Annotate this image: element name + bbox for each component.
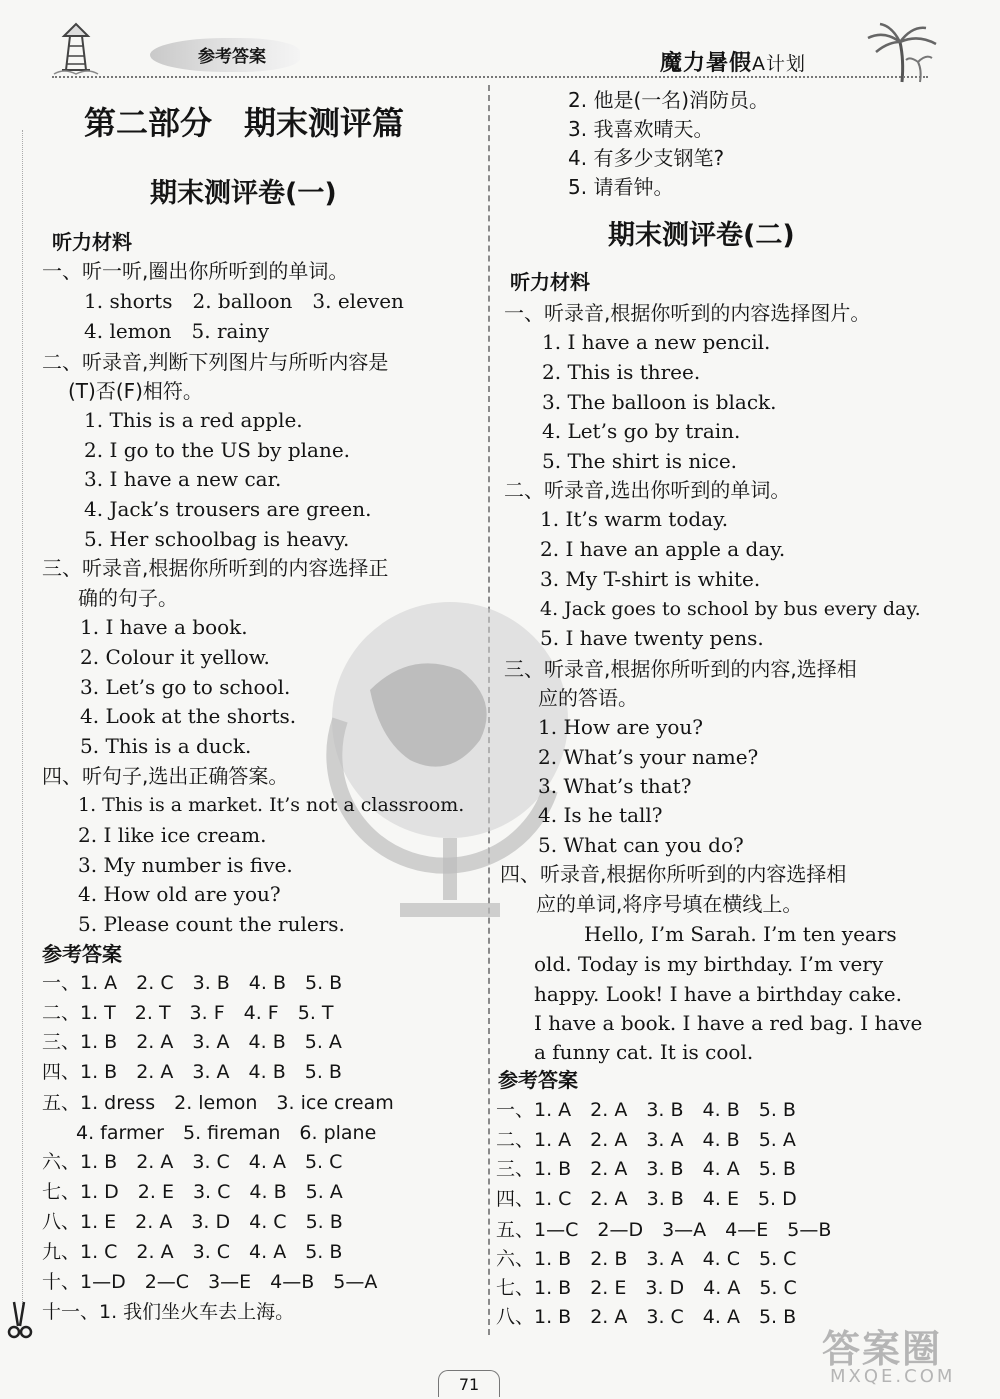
section-title-cont: 应的答语。 — [538, 686, 638, 710]
list-item: 1. This is a red apple. — [84, 408, 303, 432]
continued-item: 5. 请看钟。 — [568, 175, 674, 199]
answer-row: 七、1. D 2. E 3. C 4. B 5. A — [42, 1181, 343, 1203]
page-number: 71 — [438, 1370, 500, 1397]
section-title-cont: 应的单词,将序号填在横线上。 — [536, 892, 803, 916]
passage-line: I have a book. I have a red bag. I have — [534, 1011, 923, 1035]
passage-line: happy. Look! I have a birthday cake. — [534, 982, 902, 1006]
list-item: 5. The shirt is nice. — [542, 449, 738, 473]
list-item: 2. I go to the US by plane. — [84, 438, 351, 462]
list-item: 4. Is he tall? — [538, 803, 663, 827]
list-item: 5. This is a duck. — [80, 734, 252, 758]
answer-row: 二、1. T 2. T 3. F 4. F 5. T — [42, 1002, 334, 1024]
list-item: 4. Look at the shorts. — [80, 704, 297, 728]
passage-line: a funny cat. It is cool. — [534, 1040, 754, 1064]
answer-row: 十一、1. 我们坐火车去上海。 — [42, 1301, 295, 1323]
list-item: 1. I have a book. — [80, 615, 248, 639]
continued-item: 3. 我喜欢晴天。 — [568, 117, 714, 141]
header-answer-label: 参考答案 — [198, 47, 266, 67]
page-header — [0, 0, 1000, 90]
continued-item: 2. 他是(一名)消防员。 — [568, 88, 770, 112]
section-title: 二、听录音,判断下列图片与所听内容是 — [42, 350, 389, 374]
answer-row: 六、1. B 2. B 3. A 4. C 5. C — [496, 1248, 797, 1270]
section-title: 二、听录音,选出你听到的单词。 — [504, 478, 791, 502]
list-item: 1. How are you? — [538, 715, 704, 739]
answer-row: 六、1. B 2. A 3. C 4. A 5. C — [42, 1151, 343, 1173]
list-item: 4. Jack goes to school by bus every day. — [540, 598, 921, 620]
answer-row: 一、1. A 2. C 3. B 4. B 5. B — [42, 972, 343, 994]
list-item: 5. I have twenty pens. — [540, 626, 764, 650]
list-item: 3. My number is five. — [78, 853, 293, 877]
section-title: 四、听句子,选出正确答案。 — [42, 764, 289, 788]
answer-row: 五、1. dress 2. lemon 3. ice cream — [42, 1092, 394, 1114]
answer-row: 十、1—D 2—C 3—E 4—B 5—A — [42, 1271, 378, 1293]
list-item: 2. What’s your name? — [538, 745, 759, 769]
scissors-icon — [4, 1300, 36, 1340]
list-item: 5. Her schoolbag is heavy. — [84, 527, 350, 551]
list-item: 2. I like ice cream. — [78, 823, 267, 847]
list-item: 1. It’s warm today. — [540, 507, 729, 531]
answers-heading-2: 参考答案 — [498, 1068, 578, 1092]
answer-row: 七、1. B 2. E 3. D 4. A 5. C — [496, 1277, 797, 1299]
tower-icon — [52, 18, 100, 76]
passage-line: old. Today is my birthday. I’m very — [534, 952, 884, 976]
list-item: 3. Let’s go to school. — [80, 675, 291, 699]
list-item: 1. This is a market. It’s not a classroom. — [78, 794, 465, 816]
list-item: 4. lemon 5. rainy — [84, 319, 270, 343]
answer-row: 四、1. C 2. A 3. B 4. E 5. D — [496, 1188, 797, 1210]
section-title: 三、听录音,根据你所听到的内容,选择相 — [504, 657, 857, 681]
stamp-logo: 答案圈 — [822, 1327, 943, 1371]
answer-row: 一、1. A 2. A 3. B 4. B 5. B — [496, 1099, 796, 1121]
site-stamp — [818, 1318, 988, 1390]
section-title-cont: (T)否(F)相符。 — [68, 379, 203, 403]
binding-margin-line — [22, 130, 23, 1310]
list-item: 3. My T-shirt is white. — [540, 567, 761, 591]
list-item: 2. I have an apple a day. — [540, 537, 786, 561]
part-title: 第二部分 期末测评篇 — [84, 104, 405, 142]
section-title: 三、听录音,根据你所听到的内容选择正 — [42, 556, 389, 580]
list-item: 4. Jack’s trousers are green. — [84, 497, 372, 521]
passage-line: Hello, I’m Sarah. I’m ten years — [584, 922, 897, 946]
brand-suffix: A计划 — [752, 53, 807, 75]
exam-title-1: 期末测评卷(一) — [150, 178, 337, 209]
answers-heading-1: 参考答案 — [42, 942, 122, 966]
answer-row: 九、1. C 2. A 3. C 4. A 5. B — [42, 1241, 343, 1263]
brand-name: 魔力暑假 — [660, 51, 753, 76]
exam-title-2: 期末测评卷(二) — [608, 220, 795, 251]
list-item: 4. Let’s go by train. — [542, 419, 741, 443]
list-item: 4. How old are you? — [78, 882, 281, 906]
list-item: 1. shorts 2. balloon 3. eleven — [84, 289, 404, 313]
list-item: 3. I have a new car. — [84, 467, 282, 491]
answer-row: 4. farmer 5. fireman 6. plane — [76, 1122, 377, 1144]
list-item: 1. I have a new pencil. — [542, 330, 771, 354]
continued-item: 4. 有多少支钢笔? — [568, 146, 725, 170]
stamp-url: MXQE.COM — [830, 1366, 956, 1387]
list-item: 3. The balloon is black. — [542, 390, 777, 414]
answer-row: 八、1. B 2. A 3. C 4. A 5. B — [496, 1306, 797, 1328]
answer-row: 八、1. E 2. A 3. D 4. C 5. B — [42, 1211, 343, 1233]
list-item: 3. What’s that? — [538, 774, 692, 798]
list-item: 5. What can you do? — [538, 833, 744, 857]
header-divider — [52, 76, 928, 78]
section-title: 一、听一听,圈出你所听到的单词。 — [42, 259, 349, 283]
listening-heading-1: 听力材料 — [52, 230, 132, 254]
section-title: 四、听录音,根据你所听到的内容选择相 — [500, 862, 847, 886]
header-brand — [660, 46, 806, 77]
list-item: 5. Please count the rulers. — [78, 912, 345, 936]
answer-row: 三、1. B 2. A 3. A 4. B 5. A — [42, 1031, 342, 1053]
listening-heading-2: 听力材料 — [510, 270, 590, 294]
section-title: 一、听录音,根据你听到的内容选择图片。 — [504, 301, 871, 325]
list-item: 2. Colour it yellow. — [80, 645, 270, 669]
answer-row: 四、1. B 2. A 3. A 4. B 5. B — [42, 1061, 342, 1083]
answer-row: 五、1—C 2—D 3—A 4—E 5—B — [496, 1219, 832, 1241]
list-item: 2. This is three. — [542, 360, 701, 384]
answer-row: 二、1. A 2. A 3. A 4. B 5. A — [496, 1129, 796, 1151]
answer-row: 三、1. B 2. A 3. B 4. A 5. B — [496, 1158, 796, 1180]
section-title-cont: 确的句子。 — [78, 586, 178, 610]
